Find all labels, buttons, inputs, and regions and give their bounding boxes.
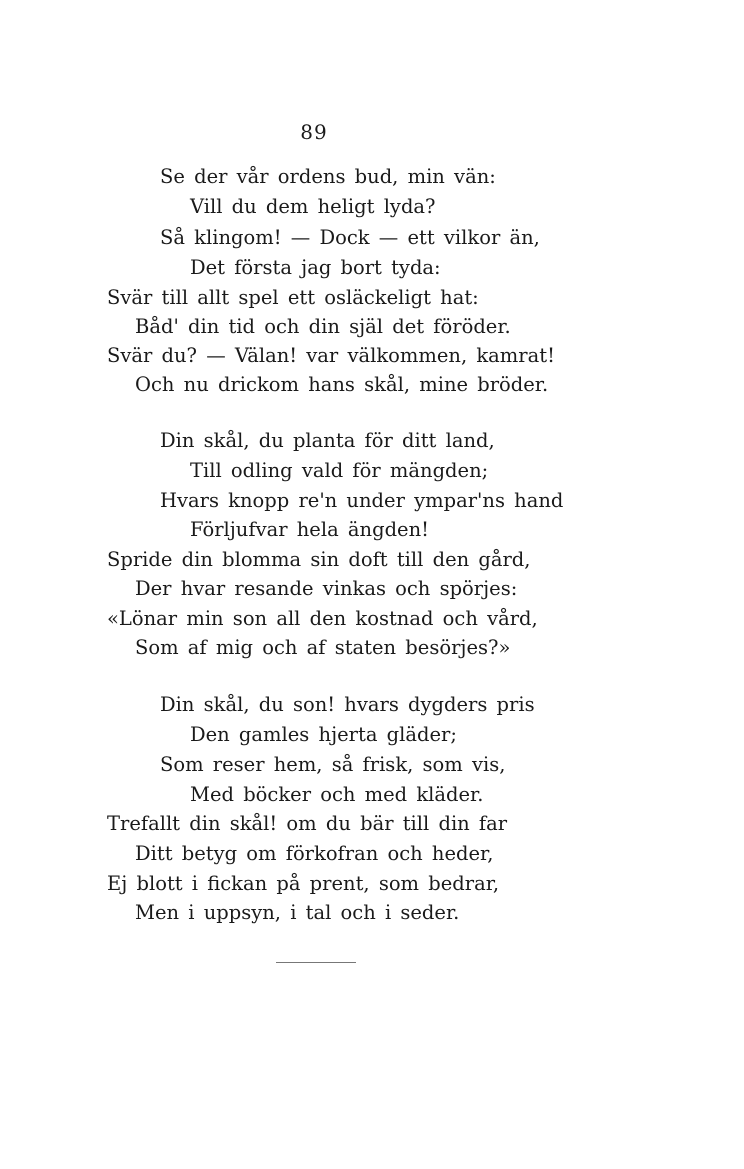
verse-line: Den gamles hjerta gläder;	[190, 723, 457, 746]
verse-line: Spride din blomma sin doft till den gård,	[107, 548, 531, 571]
verse-line: «Lönar min son all den kostnad och vård,	[107, 607, 538, 630]
verse-line: Så klingom! — Dock — ett vilkor än,	[160, 226, 540, 249]
verse-line: Som reser hem, så frisk, som vis,	[160, 753, 506, 776]
verse-line: Din skål, du son! hvars dygders pris	[160, 693, 535, 716]
verse-line: Båd' din tid och din själ det föröder.	[135, 315, 511, 338]
verse-line: Hvars knopp re'n under ympar'ns hand	[160, 489, 564, 512]
verse-line: Men i uppsyn, i tal och i seder.	[135, 901, 460, 924]
verse-line: Ej blott i fickan på prent, som bedrar,	[107, 872, 500, 895]
verse-line: Svär du? — Välan! var välkommen, kamrat!	[107, 344, 555, 367]
verse-line: Trefallt din skål! om du bär till din far	[107, 812, 508, 835]
verse-line: Till odling vald för mängden;	[190, 459, 489, 482]
verse-line: Med böcker och med kläder.	[190, 783, 484, 806]
verse-line: Som af mig och af staten besörjes?»	[135, 636, 511, 659]
verse-line: Och nu drickom hans skål, mine bröder.	[135, 373, 549, 396]
verse-line: Se der vår ordens bud, min vän:	[160, 165, 496, 188]
page-number: 89	[300, 120, 328, 144]
verse-line: Förljufvar hela ängden!	[190, 518, 429, 541]
verse-line: Det första jag bort tyda:	[190, 256, 441, 279]
verse-line: Din skål, du planta för ditt land,	[160, 429, 495, 452]
verse-line: Vill du dem heligt lyda?	[190, 195, 436, 218]
verse-line: Der hvar resande vinkas och spörjes:	[135, 577, 518, 600]
end-rule	[276, 962, 356, 963]
verse-line: Ditt betyg om förkofran och heder,	[135, 842, 494, 865]
verse-line: Svär till allt spel ett osläckeligt hat:	[107, 286, 479, 309]
